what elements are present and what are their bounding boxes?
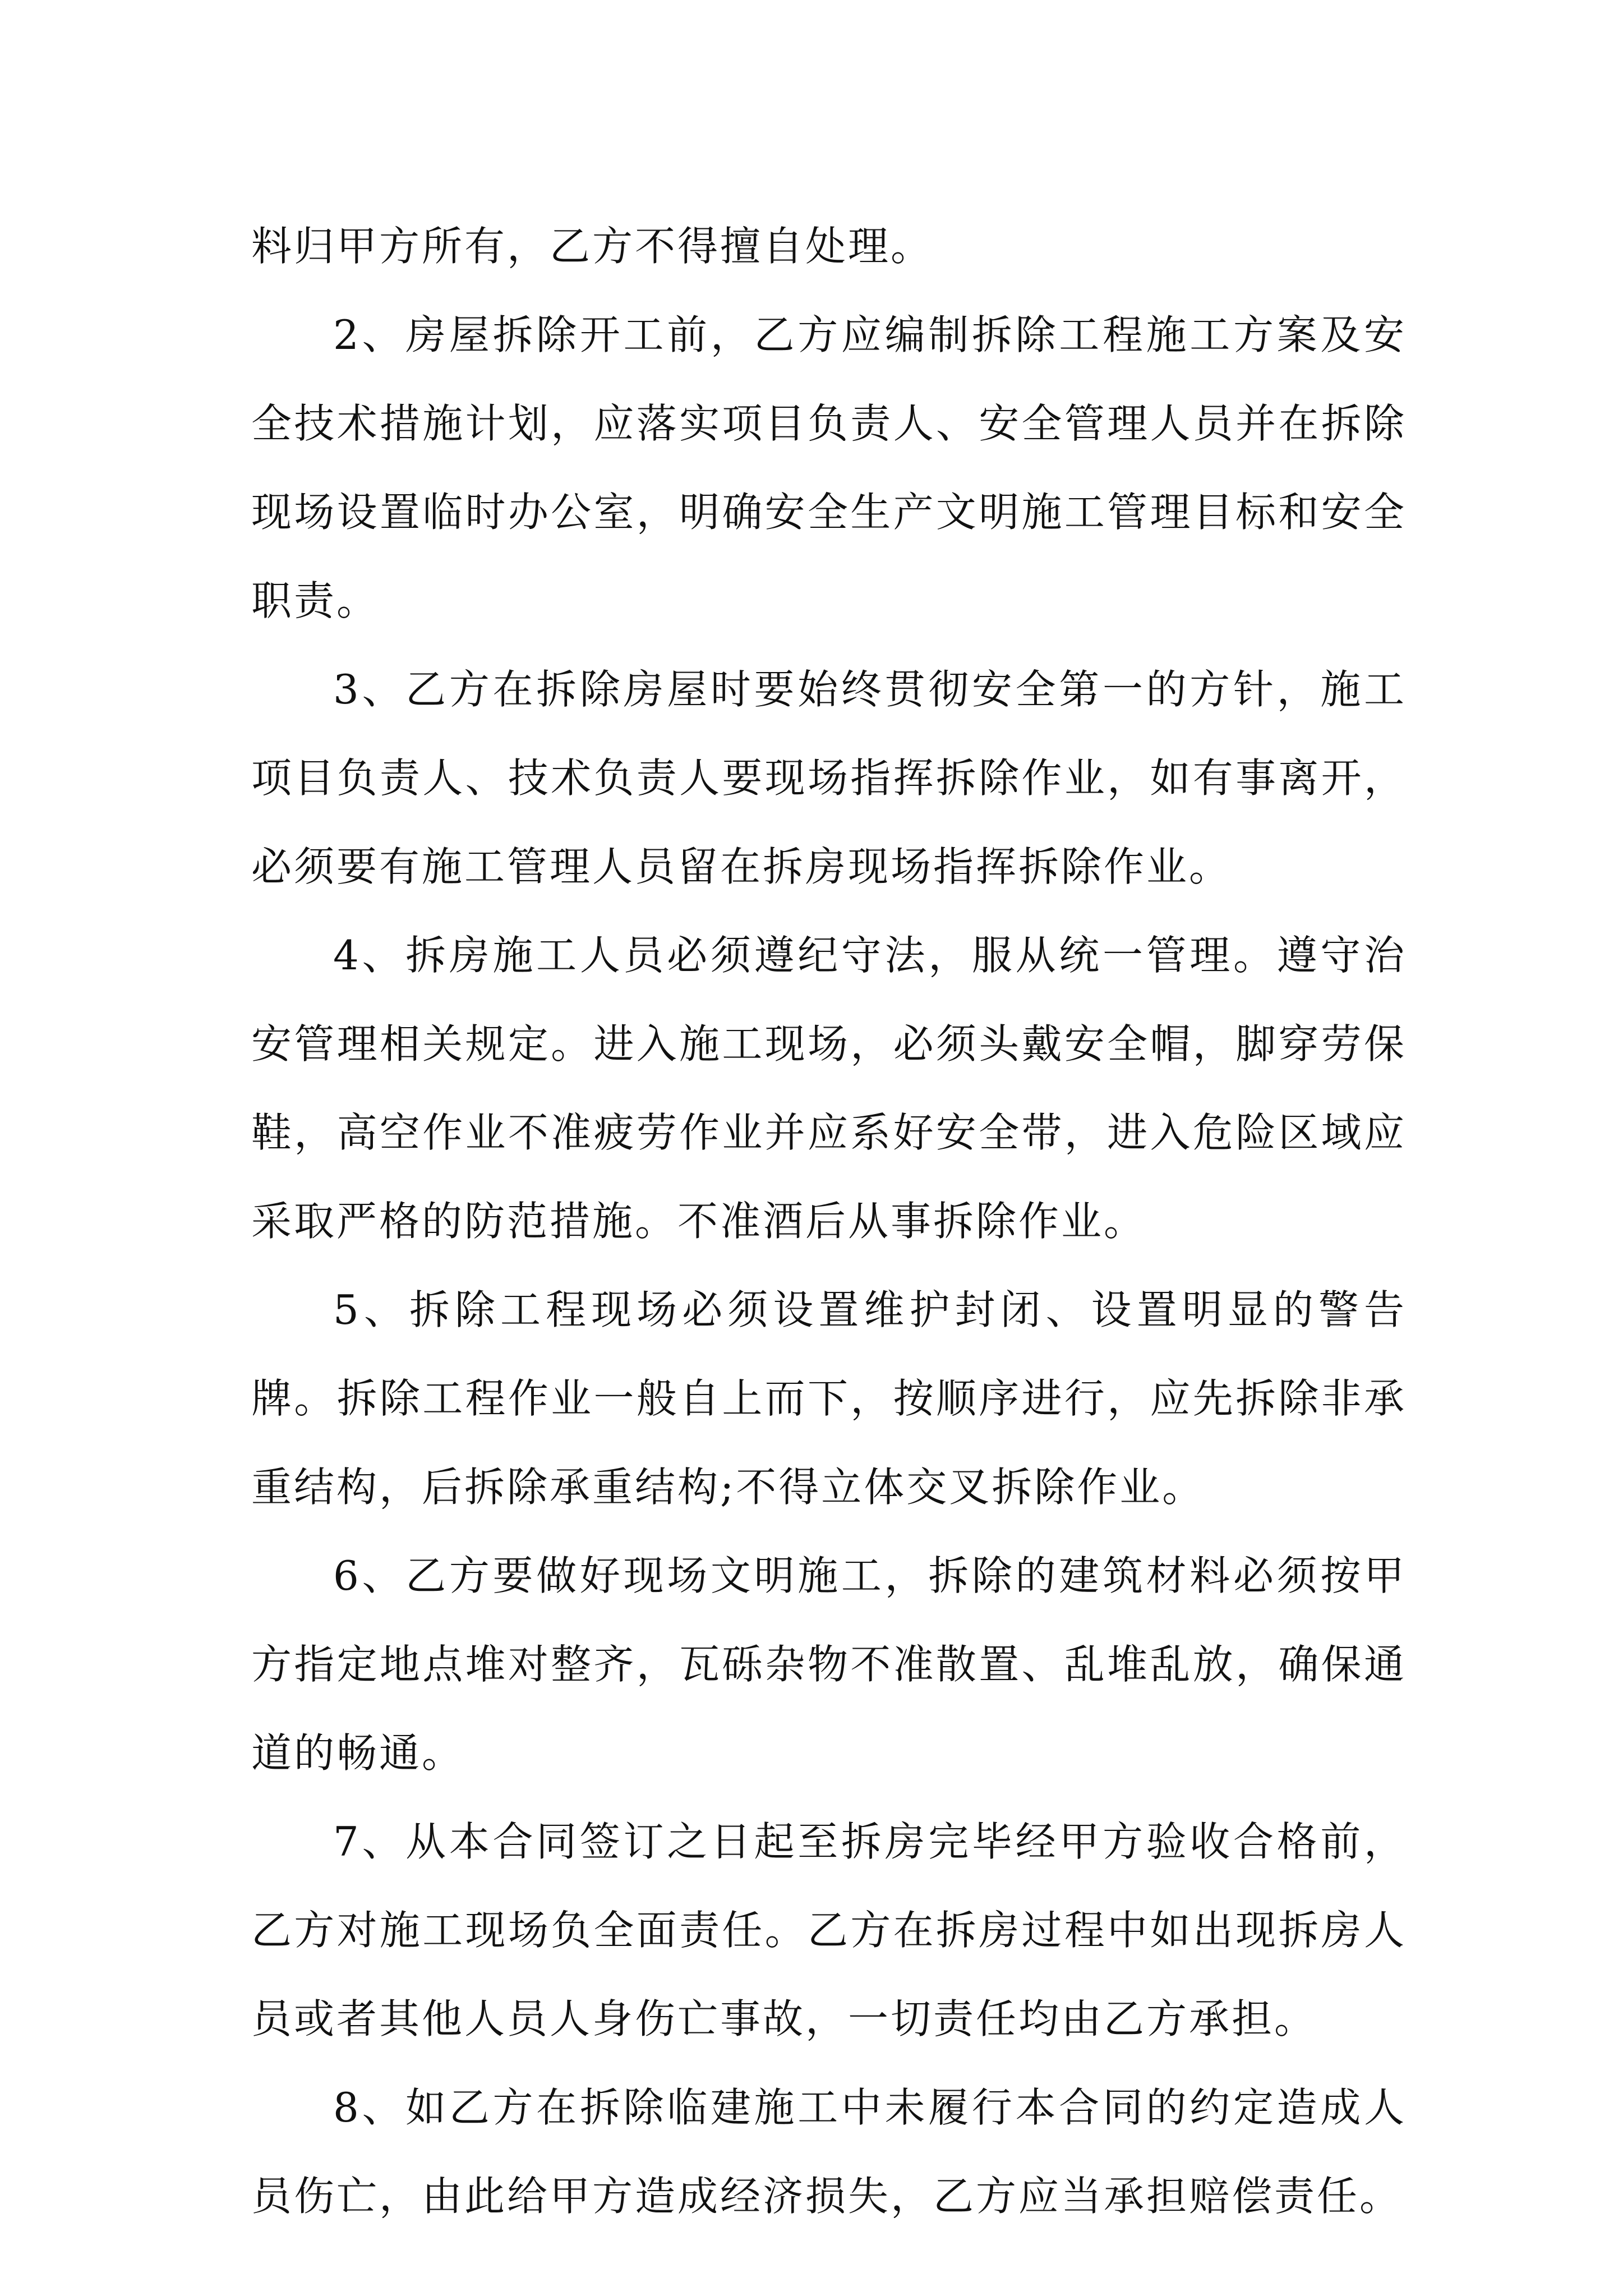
paragraph-clause-8: 8、如乙方在拆除临建施工中未履行本合同的约定造成人员伤亡，由此给甲方造成经济损失，乙方应当承担赔偿责任。 [251,2084,1407,2220]
paragraph-clause-2: 2、房屋拆除开工前，乙方应编制拆除工程施工方案及安全技术措施计划，应落实项目负责人、安全管理人员并在拆除现场设置临时办公室，明确安全生产文明施工管理目标和安全职责。 [251,311,1407,624]
document-body [251,202,1407,2240]
paragraph-clause-4: 4、拆房施工人员必须遵纪守法，服从统一管理。遵守治安管理相关规定。进入施工现场，必须头戴安全帽，脚穿劳保鞋，高空作业不准疲劳作业并应系好安全带，进入危险区域应采取严格的防范措施。不准酒后从事拆除作业。 [251,932,1407,1245]
paragraph-clause-7: 7、从本合同签订之日起至拆房完毕经甲方验收合格前，乙方对施工现场负全面责任。乙方在拆房过程中如出现拆房人员或者其他人员人身伤亡事故，一切责任均由乙方承担。 [251,1818,1407,2042]
paragraph-clause-3: 3、乙方在拆除房屋时要始终贯彻安全第一的方针，施工项目负责人、技术负责人要现场指挥拆除作业，如有事离开，必须要有施工管理人员留在拆房现场指挥拆除作业。 [251,666,1407,890]
paragraph-clause-5: 5、拆除工程现场必须设置维护封闭、设置明显的警告牌。拆除工程作业一般自上而下，按顺序进行，应先拆除非承重结构，后拆除承重结构;不得立体交叉拆除作业。 [251,1286,1407,1511]
paragraph-continuation: 料归甲方所有，乙方不得擅自处理。 [251,223,934,270]
paragraph-clause-6: 6、乙方要做好现场文明施工，拆除的建筑材料必须按甲方指定地点堆对整齐，瓦砾杂物不准散置、乱堆乱放，确保通道的畅通。 [251,1552,1407,1777]
